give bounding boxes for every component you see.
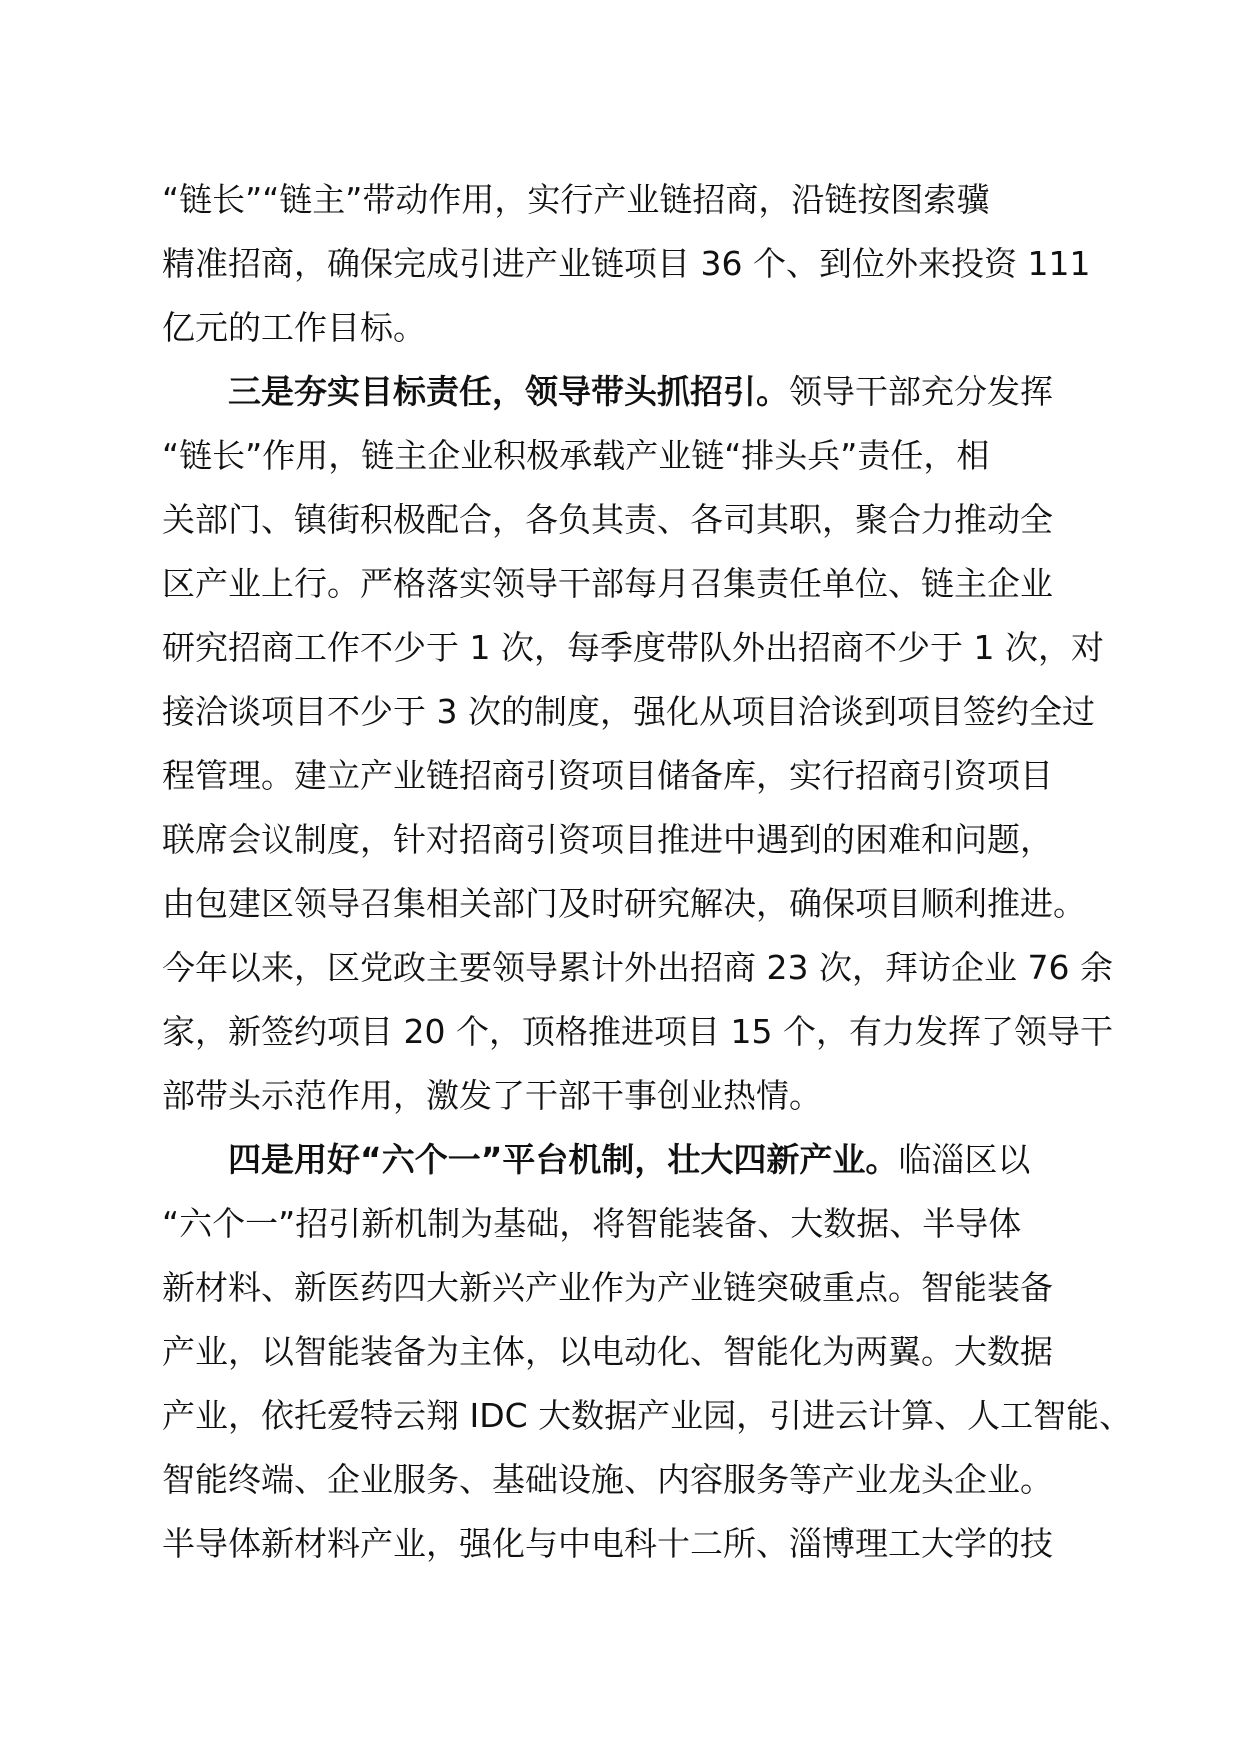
document-body <box>162 168 1133 1576</box>
text-line: “六个一”招引新机制为基础，将智能装备、大数据、半导体 <box>162 1204 1022 1243</box>
paragraph-heading: 四是用好“六个一”平台机制，壮大四新产业。 <box>228 1140 899 1179</box>
text-line <box>162 1128 1107 1192</box>
text-line: 部带头示范作用，激发了干部干事创业热情。 <box>162 1076 822 1115</box>
text-line: 半导体新材料产业，强化与中电科十二所、淄博理工大学的技 <box>162 1524 1053 1563</box>
text-line: 程管理。建立产业链招商引资项目储备库，实行招商引资项目 <box>162 756 1053 795</box>
text-run: 领导干部充分发挥 <box>789 372 1053 411</box>
text-line: “链长”作用，链主企业积极承载产业链“排头兵”责任，相 <box>162 436 990 475</box>
paragraph-chain-leader-continuation <box>162 168 1107 360</box>
paragraph-target-responsibility <box>162 360 1113 1128</box>
text-line: 接洽谈项目不少于 3 次的制度，强化从项目洽谈到项目签约全过 <box>162 692 1095 731</box>
text-line: 今年以来，区党政主要领导累计外出招商 23 次，拜访企业 76 余 <box>162 948 1113 987</box>
text-line: 新材料、新医药四大新兴产业作为产业链突破重点。智能装备 <box>162 1268 1053 1307</box>
text-line: 研究招商工作不少于 1 次，每季度带队外出招商不少于 1 次，对 <box>162 628 1104 667</box>
text-run: 临淄区以 <box>898 1140 1031 1179</box>
text-line: 产业，依托爱特云翔 IDC 大数据产业园，引进云计算、人工智能、 <box>162 1396 1133 1435</box>
paragraph-six-ones-platform <box>162 1128 1133 1576</box>
text-line: “链长”“链主”带动作用，实行产业链招商，沿链按图索骥 <box>162 180 990 219</box>
paragraph-heading: 三是夯实目标责任，领导带头抓招引。 <box>228 372 789 411</box>
text-line: 产业，以智能装备为主体，以电动化、智能化为两翼。大数据 <box>162 1332 1053 1371</box>
text-line <box>162 360 1107 424</box>
text-line: 区产业上行。严格落实领导干部每月召集责任单位、链主企业 <box>162 564 1053 603</box>
text-line: 关部门、镇街积极配合，各负其责、各司其职，聚合力推动全 <box>162 500 1053 539</box>
text-line: 联席会议制度，针对招商引资项目推进中遇到的困难和问题， <box>162 820 1053 859</box>
text-line: 由包建区领导召集相关部门及时研究解决，确保项目顺利推进。 <box>162 884 1086 923</box>
text-line: 智能终端、企业服务、基础设施、内容服务等产业龙头企业。 <box>162 1460 1053 1499</box>
text-line: 精准招商，确保完成引进产业链项目 36 个、到位外来投资 111 <box>162 244 1091 283</box>
text-line: 家，新签约项目 20 个，顶格推进项目 15 个，有力发挥了领导干 <box>162 1012 1113 1051</box>
text-line: 亿元的工作目标。 <box>162 308 426 347</box>
